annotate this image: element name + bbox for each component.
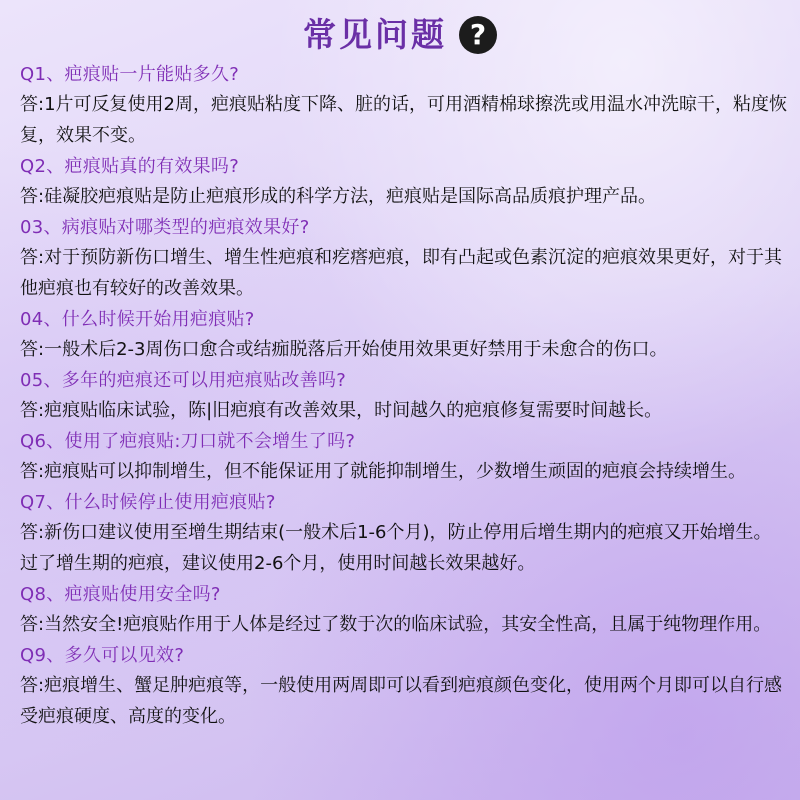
faq-question: Q8、疤痕贴使用安全吗? xyxy=(20,584,221,605)
question-mark-icon: ? xyxy=(459,16,497,54)
faq-item-6 xyxy=(20,427,788,487)
header xyxy=(0,10,800,60)
faq-answer: 答:硅凝胶疤痕贴是防止疤痕形成的科学方法，疤痕贴是国际高品质痕护理产品。 xyxy=(20,186,657,207)
faq-answer: 答:当然安全!疤痕贴作用于人体是经过了数于次的临床试验，其安全性高，且属于纯物理作用。 xyxy=(20,614,772,635)
faq-question: Q6、使用了疤痕贴:刀口就不会增生了吗? xyxy=(20,431,356,452)
faq-question: Q7、什么时候停止使用疤痕贴? xyxy=(20,492,276,513)
faq-item-7 xyxy=(20,488,788,579)
faq-item-5 xyxy=(20,366,788,426)
faq-answer: 答:疤痕贴可以抑制增生，但不能保证用了就能抑制增生，少数增生顽固的疤痕会持续增生。 xyxy=(20,461,747,482)
faq-item-8 xyxy=(20,580,788,640)
faq-item-3 xyxy=(20,213,788,304)
faq-answer: 答:疤痕增生、蟹足肿疤痕等，一般使用两周即可以看到疤痕颜色变化，使用两个月即可以自行感受疤痕硬度、高度的变化。 xyxy=(20,675,783,727)
faq-answer: 答:疤痕贴临床试验，陈|旧疤痕有改善效果，时间越久的疤痕修复需要时间越长。 xyxy=(20,400,663,421)
page-title: 常见问题 xyxy=(303,15,447,54)
faq-question: 03、病痕贴对哪类型的疤痕效果好? xyxy=(20,217,310,238)
faq-item-2 xyxy=(20,152,788,212)
faq-question: Q1、疤痕贴一片能贴多久? xyxy=(20,64,240,85)
faq-item-9 xyxy=(20,641,788,732)
faq-answer: 答:对于预防新伤口增生、增生性疤痕和疙瘩疤痕，即有凸起或色素沉淀的疤痕效果更好，对于其他疤痕也有较好的改善效果。 xyxy=(20,247,783,299)
faq-item-1 xyxy=(20,60,788,151)
faq-question: Q2、疤痕贴真的有效果吗? xyxy=(20,156,240,177)
faq-item-4 xyxy=(20,305,788,365)
faq-answer: 答:1片可反复使用2周，疤痕贴粘度下降、脏的话，可用酒精棉球擦洗或用温水冲洗晾干，粘度恢复，效果不变。 xyxy=(20,94,787,146)
faq-question: Q9、多久可以见效? xyxy=(20,645,185,666)
faq-question: 04、什么时候开始用疤痕贴? xyxy=(20,309,255,330)
faq-list xyxy=(20,60,788,733)
faq-question: 05、多年的疤痕还可以用疤痕贴改善吗? xyxy=(20,370,347,391)
faq-answer: 答:一般术后2-3周伤口愈合或结痂脱落后开始使用效果更好禁用于未愈合的伤口。 xyxy=(20,339,668,360)
faq-answer: 答:新伤口建议使用至增生期结束(一般术后1-6个月)，防止停用后增生期内的疤痕又开始增生。过了增生期的疤痕，建议使用2-6个月，使用时间越长效果越好。 xyxy=(20,522,772,574)
